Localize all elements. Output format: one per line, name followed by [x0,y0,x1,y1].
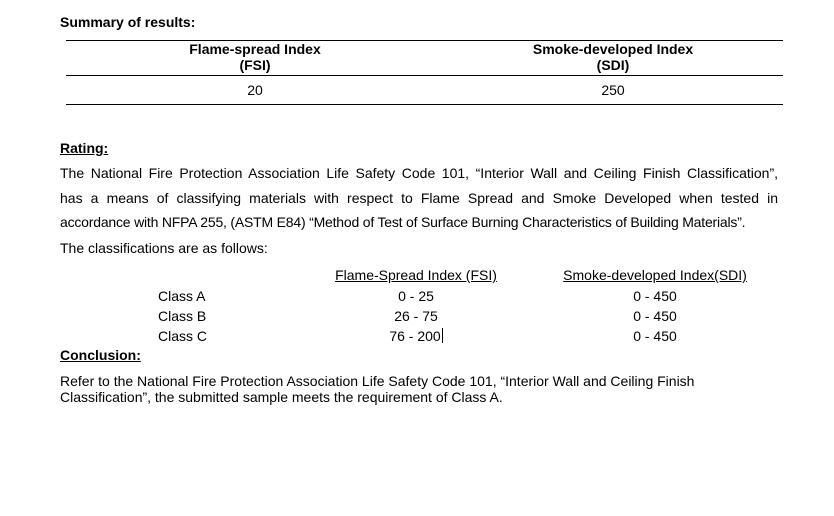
class-c-fsi-cell[interactable] [356,328,476,344]
fsi-column-header [150,41,360,73]
conclusion-paragraph [60,373,694,405]
sdi-column-header [503,41,723,73]
summary-heading: Summary of results: [60,14,196,30]
conclusion-line-1: Refer to the National Fire Protection Association Life Safety Code 101, “Interior Wall and Ceiling Finish [60,373,695,389]
rating-paragraph-line-1: The National Fire Protection Association Life Safety Code 101, “Interior Wall and Ceiling Finish Classification”, [60,165,778,181]
rating-paragraph-line-3: accordance with NFPA 255, (ASTM E84) “Method of Test of Surface Burning Characteristics of Building Materials”. [60,214,746,230]
summary-table-bottom-rule [66,104,783,105]
summary-table-header-rule [66,75,783,76]
rating-paragraph-line-4: The classifications are as follows: [60,240,268,256]
sdi-header-abbr: (SDI) [596,57,630,73]
conclusion-line-2: Classification”, the submitted sample meets the requirement of Class A. [60,389,503,405]
class-a-fsi: 0 - 25 [398,288,434,304]
class-c-sdi: 0 - 450 [633,328,677,344]
class-b-fsi: 26 - 75 [394,308,438,324]
sdi-value: 250 [601,82,625,98]
class-c-fsi: 76 - 200 [389,328,441,344]
class-table-fsi-header: Flame-Spread Index (FSI) [335,267,497,283]
class-a-sdi: 0 - 450 [633,288,677,304]
fsi-value: 20 [247,82,263,98]
class-b-sdi: 0 - 450 [633,308,677,324]
class-c-label: Class C [158,328,208,344]
conclusion-heading: Conclusion: [60,347,141,363]
fsi-header-abbr: (FSI) [239,57,271,73]
class-a-label: Class A [158,288,206,304]
rating-paragraph-line-2: has a means of classifying materials with respect to Flame Spread and Smoke Developed when tested in [60,190,778,206]
sdi-header-title: Smoke-developed Index [532,41,694,57]
class-b-label: Class B [158,308,207,324]
fsi-header-title: Flame-spread Index [189,41,321,57]
class-table-sdi-header: Smoke-developed Index(SDI) [563,267,747,283]
text-cursor [442,328,443,343]
rating-heading: Rating: [60,140,109,156]
